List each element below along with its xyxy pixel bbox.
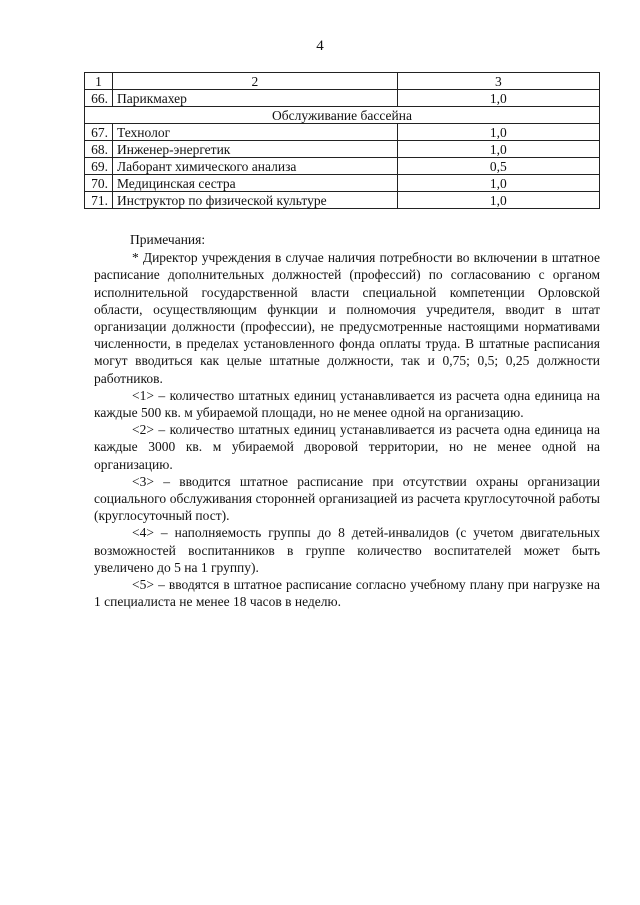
table-header-row	[85, 73, 600, 90]
row-number: 66.	[85, 90, 113, 107]
table-row	[85, 175, 600, 192]
row-number: 69.	[85, 158, 113, 175]
row-position: Медицинская сестра	[112, 175, 397, 192]
note-paragraph-general: * Директор учреждения в случае наличия потребности во включении в штатное расписание дополнительных должностей (профессий) по согласованию с органом исполнительной государственной власти специальной компетенции Орловской области, осуществляющим функции и полномочия учредителя, вводит в штат организации должности (профессии), не предусмотренные настоящими нормативами численности, в пределах установленного фонда оплаты труда. В штатные расписания могут вводиться как целые штатные должности, так и 0,75; 0,5; 0,25 должности работников.	[94, 250, 600, 386]
table-section-row	[85, 107, 600, 124]
table-row	[85, 158, 600, 175]
row-number: 71.	[85, 192, 113, 209]
row-quantity: 1,0	[397, 124, 599, 141]
header-cell-quantity: 3	[397, 73, 599, 90]
table-row	[85, 90, 600, 107]
staffing-table	[84, 72, 600, 209]
row-position: Технолог	[112, 124, 397, 141]
note-paragraph-1: <1> – количество штатных единиц устанавливается из расчета одна единица на каждые 500 кв. м убираемой площади, но не менее одной на организацию.	[94, 387, 600, 421]
row-quantity: 1,0	[397, 175, 599, 192]
header-cell-position: 2	[112, 73, 397, 90]
section-title: Обслуживание бассейна	[85, 107, 600, 124]
table-row	[85, 192, 600, 209]
note-paragraph-2: <2> – количество штатных единиц устанавливается из расчета одна единица на каждые 3000 кв. м убираемой дворовой территории, но не менее одной на организацию.	[94, 422, 600, 472]
row-position: Парикмахер	[112, 90, 397, 107]
table-row	[85, 124, 600, 141]
note-paragraph-4: <4> – наполняемость группы до 8 детей-инвалидов (с учетом двигательных возможностей воспитанников в группе количество воспитателей может быть увеличено до 5 на 1 группу).	[94, 525, 600, 575]
row-position: Лаборант химического анализа	[112, 158, 397, 175]
row-position: Инструктор по физической культуре	[112, 192, 397, 209]
header-cell-number: 1	[85, 73, 113, 90]
note-paragraph-3: <3> – вводится штатное расписание при отсутствии охраны организации социального обслуживания сторонней организацией из расчета круглосуточной работы (круглосуточный пост).	[94, 473, 600, 524]
notes-heading: Примечания:	[130, 232, 206, 247]
notes-section	[94, 231, 600, 610]
row-number: 70.	[85, 175, 113, 192]
row-quantity: 0,5	[397, 158, 599, 175]
row-quantity: 1,0	[397, 90, 599, 107]
note-paragraph-5: <5> – вводятся в штатное расписание согласно учебному плану при нагрузке на 1 специалиста не менее 18 часов в неделю.	[94, 577, 600, 610]
row-number: 67.	[85, 124, 113, 141]
row-number: 68.	[85, 141, 113, 158]
table-row	[85, 141, 600, 158]
row-position: Инженер-энергетик	[112, 141, 397, 158]
page-number: 4	[316, 38, 324, 54]
row-quantity: 1,0	[397, 141, 599, 158]
row-quantity: 1,0	[397, 192, 599, 209]
